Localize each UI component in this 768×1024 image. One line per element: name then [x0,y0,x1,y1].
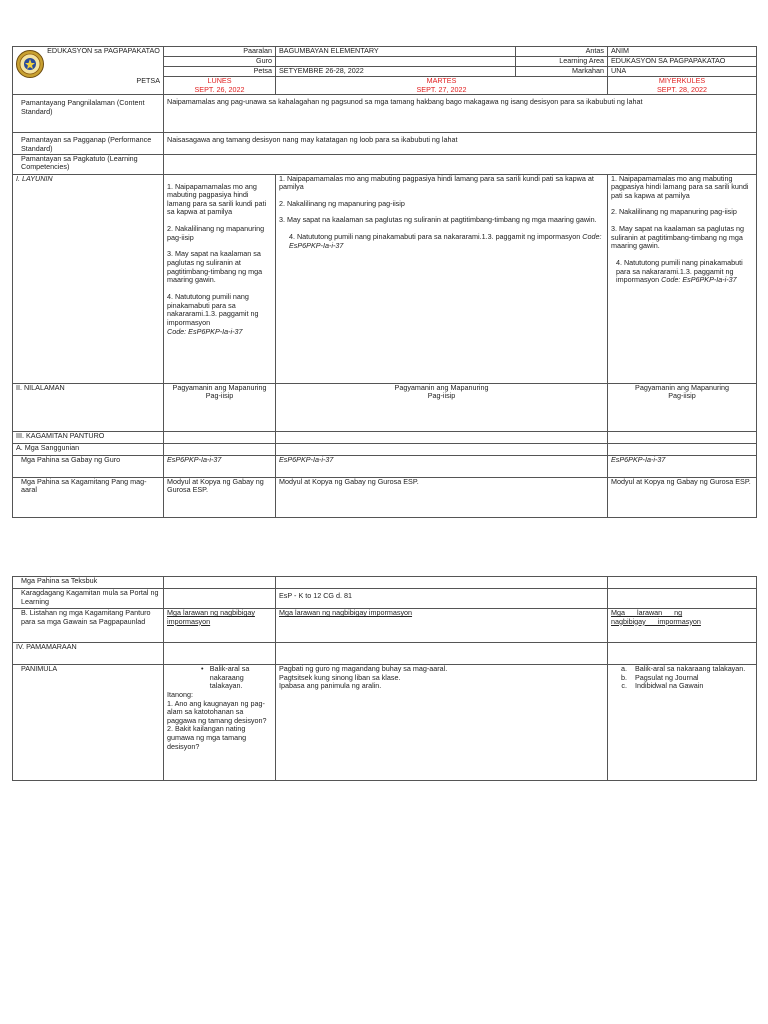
kagamitang-tuesday: Modyul at Kopya ng Gabay ng Gurosa ESP. [276,477,608,517]
day-date: SEPT. 28, 2022 [657,84,707,94]
nilalaman-tuesday: Pagyamanin ang Mapanuring Pag-iisip [276,383,608,431]
list-item: a. Balik-aral sa nakaraang talakayan. [629,665,753,674]
content-standard: Naipamamalas ang pag-unawa sa kahalagahan ng pagsunod sa mga tamang hakbang bago makagawa ng isang desisyon para sa ikabubuti ng lahat [164,95,757,133]
day-monday [164,77,276,95]
panimula-tuesday: Pagbati ng guro ng magandang buhay sa mag-aaral. Pagtsitsek kung sinong liban sa klase. Ipabasa ang panimula ng aralin. [276,665,608,781]
day-name: LUNES [207,76,232,85]
value-guro [276,57,516,67]
day-tuesday [276,77,608,95]
label-antas: Antas [516,47,608,57]
portal-tuesday: EsP - K to 12 CG d. 81 [276,589,608,609]
value-antas: ANIM [608,47,757,57]
gabay-monday: EsP6PKP-Ia-i-37 [164,455,276,477]
kagamitan-label: III. KAGAMITAN PANTURO [13,431,164,443]
day-date: SEPT. 26, 2022 [194,84,245,94]
kagamitang-monday: Modyul at Kopya ng Gabay ng Gurosa ESP. [164,477,276,517]
content-standard-label: Pamantayang Pangnilalaman (Content Standard) [13,95,164,133]
performance-standard-label: Pamantayan sa Pagganap (Performance Standard) [13,133,164,154]
nilalaman-label: II. NILALAMAN [13,383,164,431]
layunin-label: I. LAYUNIN [13,174,164,383]
list-item: c. Indibidwal na Gawain [629,682,753,691]
layunin-wednesday: 1. Naipapamamalas mo ang mabuting pagpasiya hindi lamang para sa sarili kundi pati sa kapwa at pamilya 2. Nakalilinang ng mapanuring pag-iisip 3. May sapat na kaalaman sa paglutas ng suliranin at pagtitimbang-timbang ng mga maaring gawin. 4. Natututong pumili nang pinakamabuti para sa nakararami.1.3. paggamit ng impormasyon Code: EsP6PKP-Ia-i-37 [608,174,757,383]
gabay-tuesday: EsP6PKP-Ia-i-37 [276,455,608,477]
day-name: MARTES [426,76,457,85]
value-markahan: UNA [608,67,757,77]
panimula-monday: • Balik-aral sa nakaraang talakayan. Itanong: 1. Ano ang kaugnayan ng pag-alam sa katotohanan sa paggawa ng tamang desisyon? 2. Bakit kailangan nating gumawa ng mga tamang desisyon? [164,665,276,781]
gabay-wednesday: EsP6PKP-Ia-i-37 [608,455,757,477]
teksbuk-label: Mga Pahina sa Teksbuk [13,577,164,589]
value-petsa: SETYEMBRE 26-28, 2022 [276,67,516,77]
layunin-monday: 1. Naipapamamalas mo ang mabuting pagpasiya hindi lamang para sa sarili kundi pati sa kapwa at pamilya 2. Nakalilinang ng mapanuring pag-iisip 3. May sapat na kaalaman sa paglutas ng suliranin at pagtitimbang-timbang ng mga maaring gawin. 4. Natututong pumili nang pinakamabuti para sa nakararami.1.3. paggamit ng impormasyon Code: EsP6PKP-Ia-i-37 [164,174,276,383]
label-petsa: Petsa [164,67,276,77]
listahan-tuesday: Mga larawan ng nagbibigay impormasyon [276,609,608,643]
listahan-wednesday: Mga larawan ng nagbibigay impormasyon [608,609,757,643]
label-guro: Guro [164,57,276,67]
gabay-label: Mga Pahina sa Gabay ng Guro [13,455,164,477]
listahan-monday: Mga larawan ng nagbibigay impormasyon [164,609,276,643]
value-learning-area: EDUKASYON SA PAGPAPAKATAO [608,57,757,67]
kagamitang-label: Mga Pahina sa Kagamitang Pang mag-aaral [13,477,164,517]
competencies-label: Pamantayan sa Pagkatuto (Learning Competencies) [13,154,164,174]
panimula-label: PANIMULA [13,665,164,781]
day-date: SEPT. 27, 2022 [416,84,467,94]
portal-label: Karagdagang Kagamitan mula sa Portal ng Learning [13,589,164,609]
list-item: b. Pagsulat ng Journal [629,674,753,683]
subject-title: EDUKASYON sa PAGPAPAKATAO [47,46,160,55]
kagamitang-wednesday: Modyul at Kopya ng Gabay ng Gurosa ESP. [608,477,757,517]
value-paaralan: BAGUMBAYAN ELEMENTARY [276,47,516,57]
lesson-plan-table-page2 [12,576,757,781]
nilalaman-wednesday: Pagyamanin ang Mapanuring Pag-iisip [608,383,757,431]
sanggunian-label: A. Mga Sanggunian [13,443,164,455]
lesson-plan-table-page1 [12,46,757,518]
label-learning-area: Learning Area [516,57,608,67]
subject-title-cell [13,47,164,77]
nilalaman-monday: Pagyamanin ang Mapanuring Pag-iisip [164,383,276,431]
label-paaralan: Paaralan [164,47,276,57]
pamamaraan-label: IV. PAMAMARAAN [13,643,164,665]
day-wednesday [608,77,757,95]
petsa-row-label: PETSA [13,77,164,95]
day-name: MIYERKULES [658,76,706,85]
panimula-wednesday [608,665,757,781]
layunin-tuesday: 1. Naipapamamalas mo ang mabuting pagpasiya hindi lamang para sa sarili kundi pati sa kapwa at pamilya 2. Nakalilinang ng mapanuring pag-iisip 3. May sapat na kaalaman sa paglutas ng suliranin at pagtitimbang-timbang ng mga maaring gawin. 4. Natututong pumili nang pinakamabuti para sa nakararami.1.3. paggamit ng impormasyon Code: EsP6PKP-Ia-i-37 [276,174,608,383]
label-markahan: Markahan [516,67,608,77]
competencies-value [164,154,757,174]
listahan-label: B. Listahan ng mga Kagamitang Panturo para sa mga Gawain sa Pagpapaunlad [13,609,164,643]
performance-standard: Naisasagawa ang tamang desisyon nang may katatagan ng loob para sa ikabubuti ng lahat [164,133,757,154]
